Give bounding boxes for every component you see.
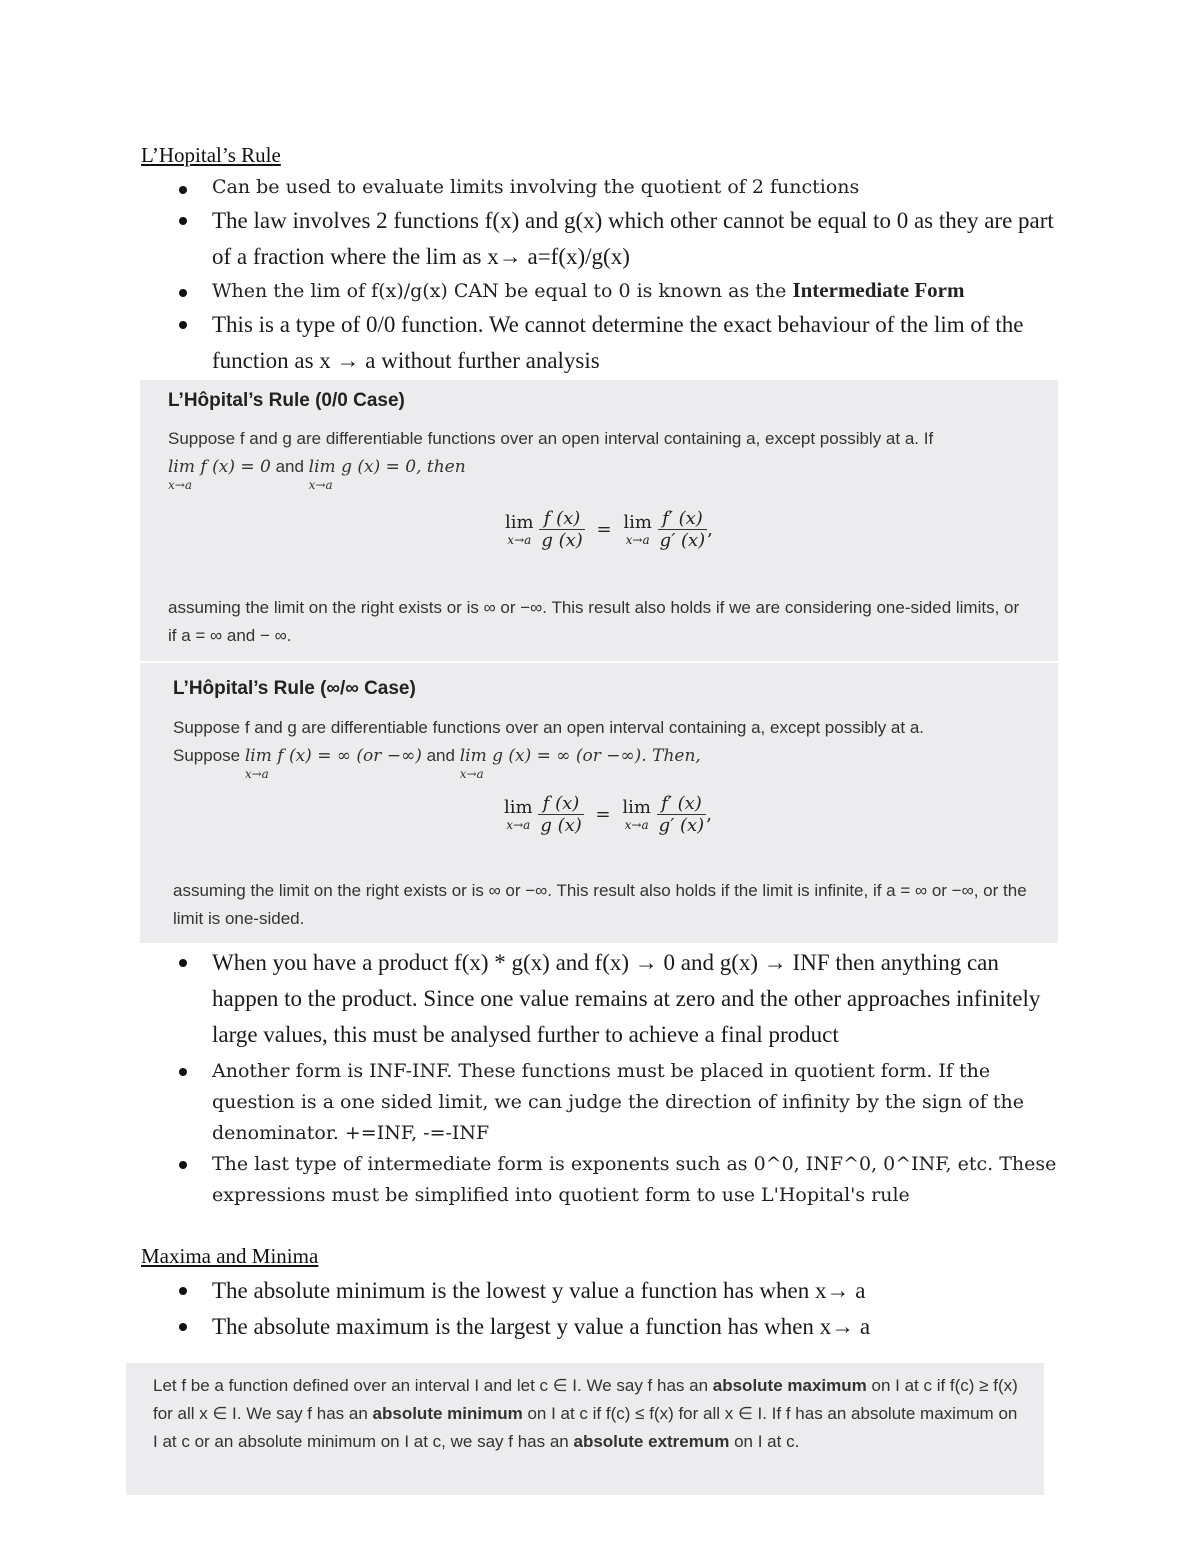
theorem-box-inf-inf <box>140 663 1058 943</box>
list-item <box>170 307 1060 379</box>
list-item <box>170 1149 1060 1211</box>
equals-sign: = <box>595 804 611 825</box>
bullet-text: This is a type of 0/0 function. We cannot determine the exact behaviour of the lim of the function as x → a without further analysis <box>212 312 1024 373</box>
term-absolute-maximum: absolute maximum <box>712 1376 867 1395</box>
limit-conditions <box>168 453 1048 492</box>
box-hypothesis <box>173 714 1043 781</box>
and-text: and <box>275 457 304 476</box>
fraction-right: $\frac{f' (x)}{g' (x)}$ <box>658 793 705 836</box>
box-title: L’Hôpital’s Rule (∞/∞ Case) <box>173 678 416 699</box>
equals-sign: = <box>596 519 612 540</box>
lim-g-condition: lim g (x) = ∞ (or −∞). Then, x→a <box>459 746 701 781</box>
bullet-text: The law involves 2 functions f(x) and g(x) which other cannot be equal to 0 as they are part of a fraction where the lim as x→ a=f(x)/g(x) <box>212 208 1054 269</box>
bullet-text: Another form is INF-INF. These functions must be placed in quotient form. If the question is a one sided limit, we can judge the direction of infinity by the sign of the denominator. +=INF, -=-INF <box>212 1060 1024 1144</box>
definition-text: Let f be a function defined over an interval I and let c ∈ I. We say f has an absolute maximum on I at c if f(c) ≥ f(x) for all x ∈ I. We say f has an absolute minimum on I at c if f(c) ≤ f(x) for all x ∈ I. If f has an absolute maximum on I at c or an absolute minimum on I at c, we say f has an absolute extremum on I at c. <box>153 1376 1018 1451</box>
lim-f-condition: lim f (x) = 0 x→a <box>168 457 271 492</box>
list-item <box>170 1056 1060 1149</box>
hypothesis-line: Suppose f and g are differentiable functions over an open interval containing a, except possibly at a. If <box>168 429 934 448</box>
term-absolute-minimum: absolute minimum <box>372 1404 523 1423</box>
bullet-text: When the lim of f(x)/g(x) CAN be equal to 0 is known as the <box>212 280 793 302</box>
lhopital-formula: lim x→a $\frac{f (x)}{g (x)}$ = lim x→a $\frac{f' (x)}{g' (x)}$ , <box>505 508 713 551</box>
term-absolute-extremum: absolute extremum <box>573 1432 730 1451</box>
and-text: and <box>426 746 455 765</box>
bullet-text: When you have a product f(x) * g(x) and f(x) → 0 and g(x) → INF then anything can happen to the product. Since one value remains at zero and the other approaches infinitely large values, this must be analysed further to achieve a final product <box>212 950 1041 1047</box>
definition-box-extremum <box>126 1363 1044 1495</box>
lim-left: lim x→a <box>505 512 534 547</box>
lim-right: lim x→a <box>622 797 651 832</box>
lim-left: lim x→a <box>504 797 533 832</box>
fraction-left: $\frac{f (x)}{g (x)}$ <box>541 508 583 551</box>
bullet-list-top <box>170 172 1060 379</box>
lim-f-condition: lim f (x) = ∞ (or −∞) x→a <box>244 746 422 781</box>
fraction-left: $\frac{f (x)}{g (x)}$ <box>540 793 582 836</box>
list-item <box>170 945 1060 1053</box>
list-item <box>170 1309 1060 1345</box>
list-item <box>170 203 1060 275</box>
bold-term: Intermediate Form <box>792 278 965 302</box>
suppose-text: Suppose <box>173 746 241 765</box>
bullet-list-middle <box>170 945 1060 1053</box>
bullet-text: The absolute minimum is the lowest y value a function has when x→ a <box>212 1278 866 1303</box>
list-item <box>170 275 1060 307</box>
heading-maxima-minima: Maxima and Minima <box>141 1244 319 1268</box>
lim-g-condition: lim g (x) = 0, then x→a <box>308 457 466 492</box>
list-item <box>170 172 1060 203</box>
heading-lhopitals-rule: L’Hopital’s Rule <box>141 143 281 167</box>
box-title: L’Hôpital’s Rule (0/0 Case) <box>168 390 405 411</box>
bullet-text: Can be used to evaluate limits involving the quotient of 2 functions <box>212 176 860 198</box>
limit-conditions <box>173 742 1043 781</box>
bullet-list-extrema <box>170 1273 1060 1345</box>
lim-right: lim x→a <box>623 512 652 547</box>
bullet-text: The absolute maximum is the largest y value a function has when x→ a <box>212 1314 871 1339</box>
bullet-list-small <box>170 1056 1060 1211</box>
box-hypothesis <box>168 425 1048 492</box>
list-item <box>170 1273 1060 1309</box>
bullet-text: The last type of intermediate form is exponents such as 0^0, INF^0, 0^INF, etc. These expressions must be simplified into quotient form to use L'Hopital's rule <box>212 1153 1057 1206</box>
theorem-box-zero-zero <box>140 380 1058 662</box>
hypothesis-line: Suppose f and g are differentiable functions over an open interval containing a, except possibly at a. <box>173 718 925 737</box>
box-footer: assuming the limit on the right exists or is ∞ or −∞. This result also holds if we are considering one-sided limits, or if a = ∞ and − ∞. <box>168 598 1020 645</box>
fraction-right: $\frac{f' (x)}{g' (x)}$ <box>659 508 706 551</box>
box-footer: assuming the limit on the right exists or is ∞ or −∞. This result also holds if the limit is infinite, if a = ∞ or −∞, or the limit is one-sided. <box>173 881 1027 928</box>
lhopital-formula: lim x→a $\frac{f (x)}{g (x)}$ = lim x→a $\frac{f' (x)}{g' (x)}$ , <box>504 793 712 836</box>
